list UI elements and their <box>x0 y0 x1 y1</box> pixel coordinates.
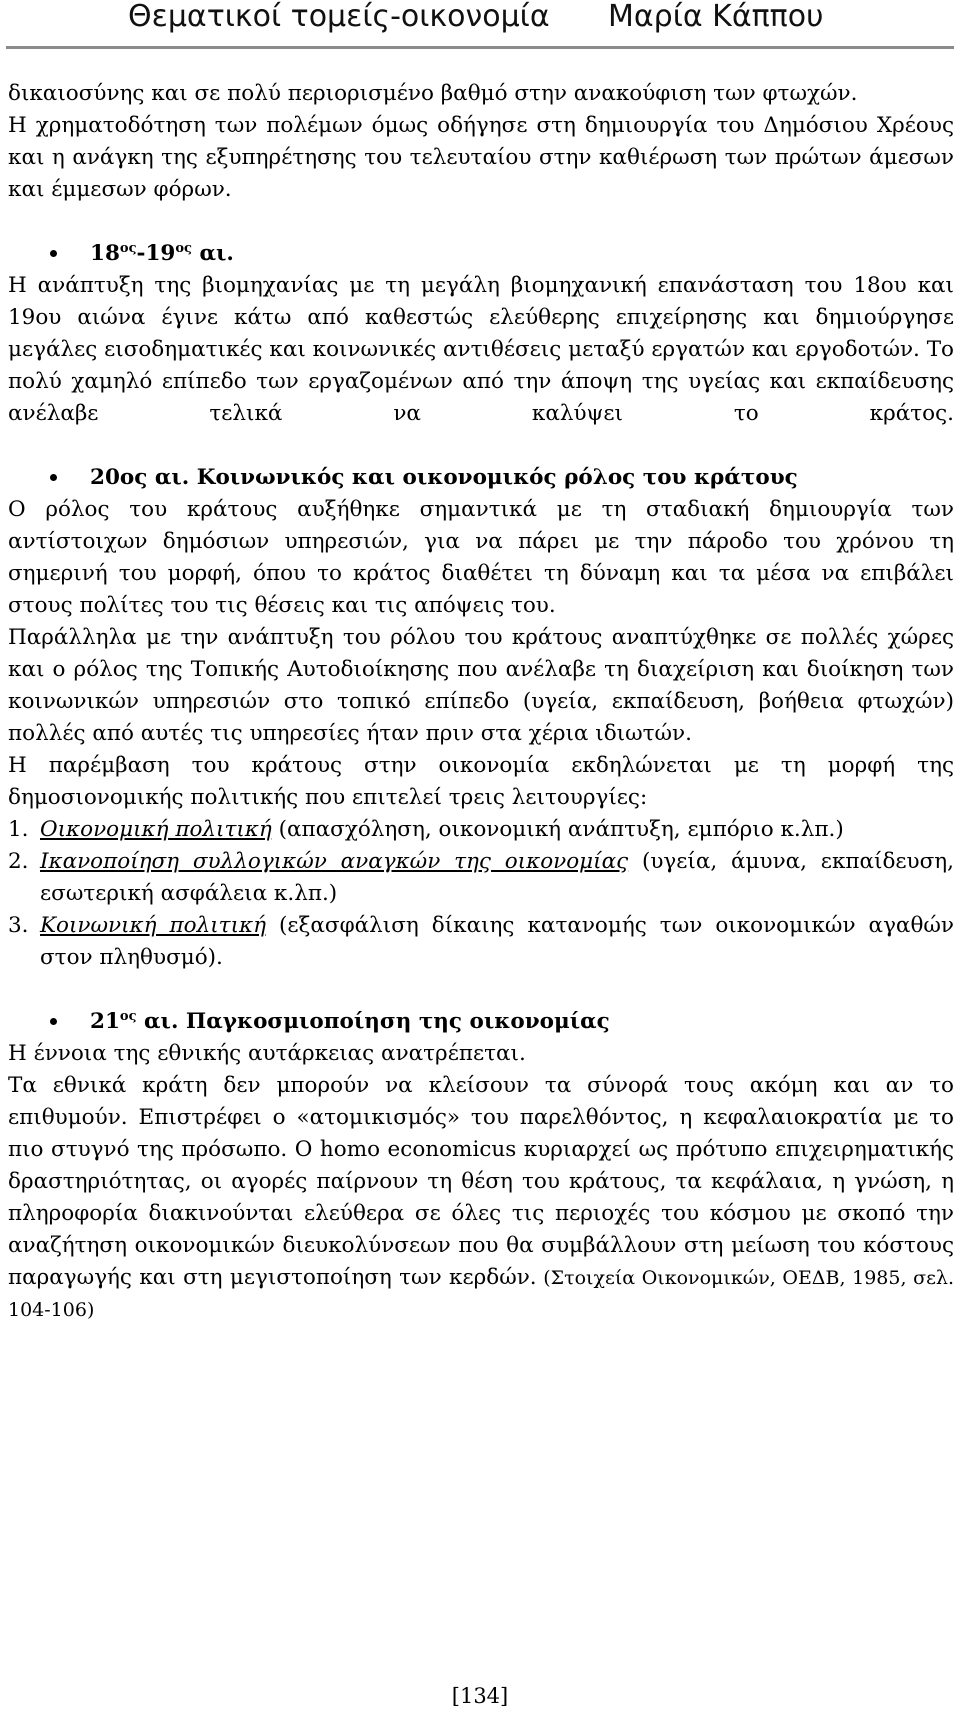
list-description: (εξασφάλιση δίκαιης κατανομής των οικονομικών αγαθών στον πληθυσμό). <box>40 913 954 970</box>
heading-number: 19 <box>145 241 176 266</box>
page-header <box>6 0 954 49</box>
heading-separator: - <box>136 241 146 266</box>
heading-superscript: ος <box>119 1009 137 1024</box>
list-item <box>8 846 954 910</box>
heading-superscript: ος <box>119 241 137 256</box>
list-term: Κοινωνική πολιτική <box>40 913 266 938</box>
section-body: Η ανάπτυξη της βιομηχανίας με τη μεγάλη βιομηχανική επανάσταση του 18ου και 19ου αιώνα έγινε κάτω από καθεστώς ελεύθερης επιχείρησης και δημιούργησε μεγάλες εισοδηματικές και κοινωνικές αντιθέσεις μεταξύ εργατών και εργοδοτών. Το πολύ χαμηλό επίπεδο των εργαζομένων από την άποψη της υγείας και εκπαίδευσης ανέλαβε τελικά να καλύψει το κράτος. <box>8 273 954 426</box>
intro-paragraph: Η χρηματοδότηση των πολέμων όμως οδήγησε στη δημιουργία του Δημόσιου Χρέους και η ανάγκη της εξυπηρέτησης του τελευταίου στην καθιέρωση των πρώτων άμεσων και έμμεσων φόρων. <box>8 113 954 202</box>
list-number: 2. <box>8 849 29 874</box>
list-number: 3. <box>8 913 29 938</box>
list-term: Οικονομική πολιτική <box>40 817 272 842</box>
citation: (Στοιχεία Οικονομικών, ΟΕΔΒ, 1985, σελ. 104-106) <box>8 1267 954 1321</box>
list-item <box>8 910 954 974</box>
header-title: Θεματικοί τομείς-οικονομία <box>128 0 550 34</box>
list-description: (απασχόληση, οικονομική ανάπτυξη, εμπόριο κ.λπ.) <box>271 817 844 842</box>
page-content <box>8 78 954 1326</box>
list-description: (υγεία, άμυνα, εκπαίδευση, εσωτερική ασφάλεια κ.λπ.) <box>40 849 955 906</box>
heading-suffix: αι. <box>191 241 234 266</box>
header-author: Μαρία Κάππου <box>608 0 824 34</box>
intro-line: δικαιοσύνης και σε πολύ περιορισμένο βαθμό στην ανακούφιση των φτωχών. <box>8 81 858 106</box>
heading-number: 18 <box>90 241 120 266</box>
section-heading-18-19-century <box>8 238 954 270</box>
section-body-text: Τα εθνικά κράτη δεν μπορούν να κλείσουν τα σύνορά τους ακόμη και αν το επιθυμούν. Επιστρέφει ο «ατομικισμός» του παρελθόντος, η κεφαλαιοκρατία με το πιο στυγνό της πρόσωπο. Ο homo economicus κυριαρχεί ως πρότυπο επιχειρηματικής δραστηριότητας, οι αγορές παίρνουν τη θέση του κράτους, τα κεφάλαια, η γνώση, η πληροφορία διακινούνται ελεύθερα σε όλες τις περιοχές του κόσμου με σκοπό την αναζήτηση οικονομικών διευκολύνσεων που θα συμβάλλουν στη μείωση του κόστους παραγωγής και στη μεγιστοποίηση των κερδών. <box>8 1073 954 1290</box>
section-heading-20-century: 20ος αι. Κοινωνικός και οικονομικός ρόλος του κράτους <box>8 462 954 494</box>
section-heading-21-century <box>8 1006 954 1038</box>
heading-number: 21 <box>90 1009 120 1034</box>
list-item <box>8 814 954 846</box>
heading-superscript: ος <box>175 241 192 256</box>
list-number: 1. <box>8 817 29 842</box>
section-body: Η παρέμβαση του κράτους στην οικονομία εκδηλώνεται με τη μορφή της δημοσιονομικής πολιτικής που επιτελεί τρεις λειτουργίες: <box>8 753 954 810</box>
section-body: Παράλληλα με την ανάπτυξη του ρόλου του κράτους αναπτύχθηκε σε πολλές χώρες και ο ρόλος της Τοπικής Αυτοδιοίκησης που ανέλαβε τη διαχείριση και διοίκηση των κοινωνικών υπηρεσιών στο τοπικό επίπεδο (υγεία, εκπαίδευση, βοήθεια φτωχών) πολλές από αυτές τις υπηρεσίες ήταν πριν στα χέρια ιδιωτών. <box>8 625 954 746</box>
section-body: Η έννοια της εθνικής αυτάρκειας ανατρέπεται. <box>8 1041 526 1066</box>
page-number: [134] <box>451 1684 509 1708</box>
list-term: Ικανοποίηση συλλογικών αναγκών της οικονομίας <box>40 849 629 874</box>
heading-text: αι. Παγκοσμιοποίηση της οικονομίας <box>136 1009 610 1034</box>
section-body: Ο ρόλος του κράτους αυξήθηκε σημαντικά με τη σταδιακή δημιουργία των αντίστοιχων δημόσιων υπηρεσιών, για να πάρει με την πάροδο του χρόνου τη σημερινή του μορφή, όπου το κράτος διαθέτει τη δύναμη και τα μέσα να επιβάλει στους πολίτες του τις θέσεις και τις απόψεις του. <box>8 497 954 618</box>
section-body <box>8 1070 954 1326</box>
